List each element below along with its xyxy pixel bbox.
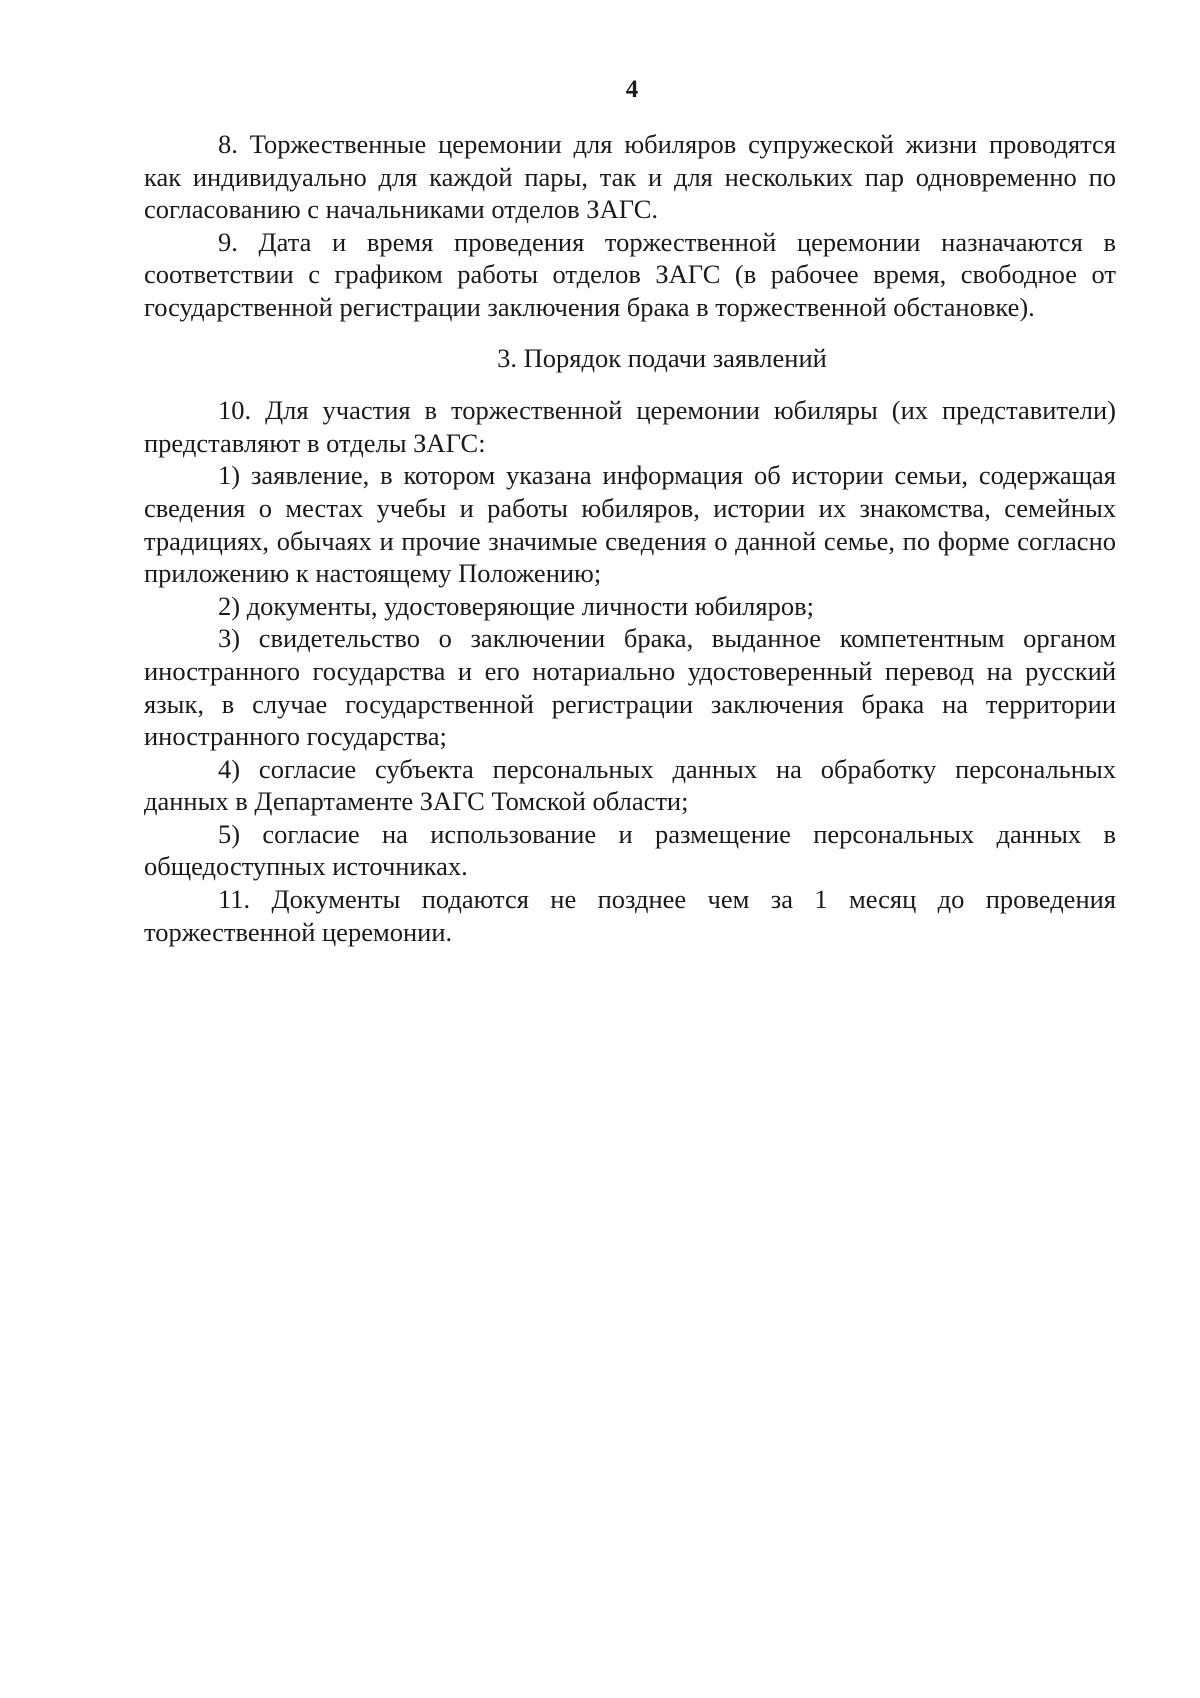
paragraph-10: 10. Для участия в торжественной церемонии юбиляры (их представители) представляют в отделы ЗАГС: xyxy=(144,395,1116,458)
list-item-5: 5) согласие на использование и размещение персональных данных в общедоступных источниках. xyxy=(144,818,1116,882)
list-item-1: 1) заявление, в котором указана информация об истории семьи, содержащая сведения о местах учебы и работы юбиляров, истории их знакомства, семейных традициях, обычаях и прочие значимые сведения о данной семье, по форме согласно приложению к настоящему Положению; xyxy=(144,460,1116,589)
paragraph-11: 11. Документы подаются не позднее чем за 1 месяц до проведения торжественной церемонии. xyxy=(144,884,1116,947)
section-heading: 3. Порядок подачи заявлений xyxy=(497,342,827,373)
list-item-3: 3) свидетельство о заключении брака, выданное компетентным органом иностранного государства и его нотариально удостоверенный перевод на русский язык, в случае государственной регистрации заключения брака на территории иностранного государства; xyxy=(144,623,1116,752)
paragraph-8: 8. Торжественные церемонии для юбиляров супружеской жизни проводятся как индивидуально для каждой пары, так и для нескольких пар одновременно по согласованию с начальниками отделов ЗАГС. xyxy=(144,129,1116,225)
paragraph-9: 9. Дата и время проведения торжественной церемонии назначаются в соответствии с графиком работы отделов ЗАГС (в рабочее время, свободное от государственной регистрации заключения брака в торжественной обстановке). xyxy=(144,226,1116,322)
page-number: 4 xyxy=(625,76,639,103)
document-body xyxy=(144,128,1116,948)
list-item-2: 2) документы, удостоверяющие личности юбиляров; xyxy=(218,590,814,621)
list-item-4: 4) согласие субъекта персональных данных на обработку персональных данных в Департаменте ЗАГС Томской области; xyxy=(144,753,1116,817)
